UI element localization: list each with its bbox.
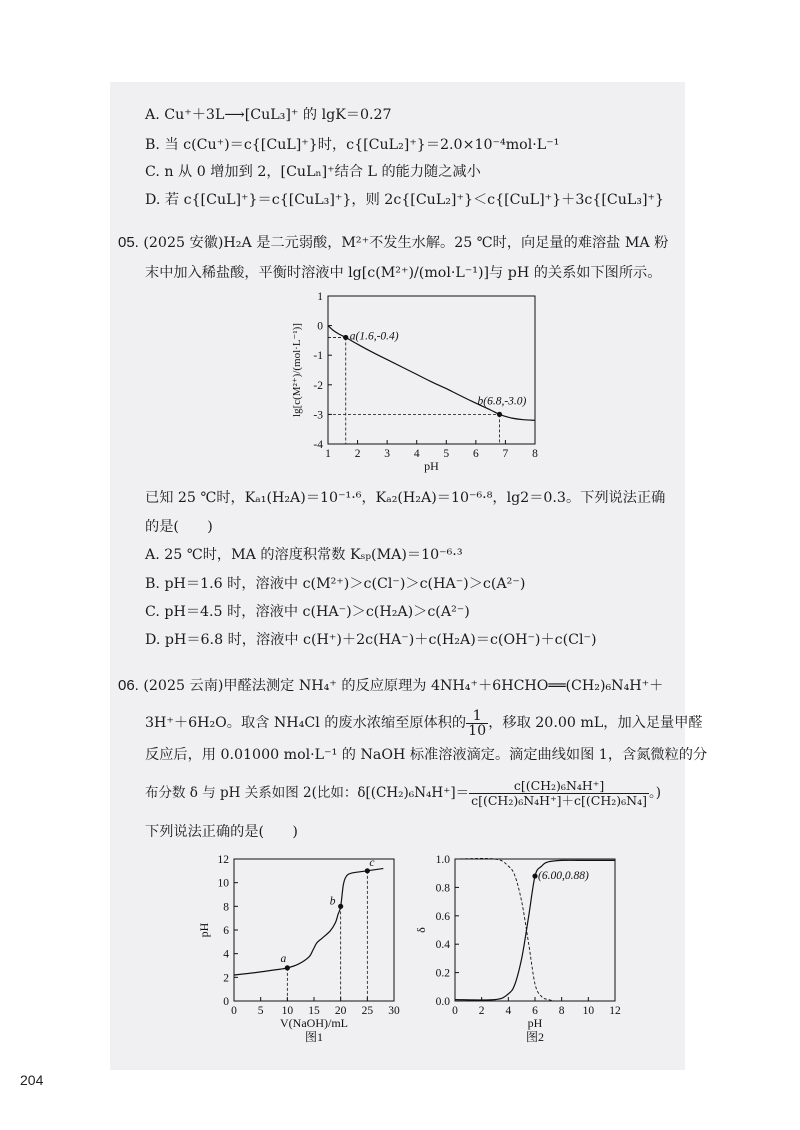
q5-chart: [280, 285, 560, 480]
x-tick-label: 0: [231, 1005, 237, 1017]
fraction-numerator: 1: [466, 709, 488, 724]
x-tick-label: 6: [472, 448, 479, 460]
y-tick-label: -2: [313, 379, 323, 392]
data-point-label: b(6.8,-3.0): [477, 395, 527, 408]
x-tick-label: 4: [413, 448, 420, 460]
data-point-label: a(1.6,-0.4): [349, 330, 399, 343]
y-tick-label: 1: [317, 291, 323, 303]
q6-stem-text4a: 布分数 δ 与 pH 关系如图 2(比如：δ[(CH₂)₆N₄H⁺]＝: [145, 785, 470, 801]
data-point: [343, 335, 348, 340]
y-tick-label: -3: [313, 409, 323, 422]
y-tick-label: 1.0: [435, 854, 450, 866]
x-tick-label: 2: [478, 1005, 485, 1017]
x-tick-label: 0: [452, 1005, 458, 1017]
x-axis-label: pH: [527, 1016, 543, 1030]
y-tick-label: 8: [223, 901, 229, 914]
delta-numerator: c[(CH₂)₆N₄H⁺]: [469, 779, 649, 794]
q6-stem-line3: 反应后，用 0.01000 mol·L⁻¹ 的 NaOH 标准溶液滴定。滴定曲线如图 1，含氮微粒的分: [145, 747, 708, 763]
q4-option-a: A. Cu⁺＋3L⟶[CuL₃]⁺ 的 lgK＝0.27: [145, 107, 392, 123]
x-tick-label: 10: [281, 1005, 294, 1017]
q6-figure1-chart: [196, 848, 411, 1058]
x-tick-label: 3: [384, 448, 391, 460]
q5-option-b: B. pH＝1.6 时，溶液中 c(M²⁺)＞c(Cl⁻)＞c(HA⁻)＞c(A²⁻): [145, 576, 526, 592]
q6-stem-line4: [145, 776, 661, 810]
q4-option-c: C. n 从 0 增加到 2，[CuLₙ]⁺结合 L 的能力随之减小: [145, 164, 481, 180]
x-tick-label: 20: [334, 1005, 347, 1017]
y-tick-label: 0.8: [435, 882, 450, 895]
q6-stem-text1: (2025 云南)甲醛法测定 NH₄⁺ 的反应原理为 4NH₄⁺＋6HCHO══(CH₂)₆N₄H⁺＋: [143, 678, 664, 694]
q5-option-c: C. pH＝4.5 时，溶液中 c(HA⁻)＞c(H₂A)＞c(A²⁻): [145, 604, 470, 620]
q6-stem-line5: 下列说法正确的是( ): [145, 824, 298, 840]
x-tick-label: 8: [558, 1005, 565, 1017]
q5-option-d: D. pH＝6.8 时，溶液中 c(H⁺)＋2c(HA⁻)＋c(H₂A)＝c(OH⁻)＋c(Cl⁻): [145, 632, 597, 648]
y-axis-label: lg[c(M²⁺)/(mol·L⁻¹)]: [291, 323, 303, 417]
delta-denominator: c[(CH₂)₆N₄H⁺]＋c[(CH₂)₆N₄]: [471, 793, 647, 808]
y-axis-label: δ: [414, 927, 428, 933]
data-point-label: c: [369, 856, 375, 869]
y-tick-label: 12: [217, 854, 229, 866]
q5-stem-line2: 末中加入稀盐酸，平衡时溶液中 lg[c(M²⁺)/(mol·L⁻¹)]与 pH 的关系如下图所示。: [145, 265, 662, 281]
y-tick-label: 0.4: [435, 939, 450, 952]
x-tick-label: 15: [308, 1005, 320, 1017]
data-point: [532, 873, 537, 878]
x-tick-label: 8: [532, 448, 538, 460]
page-number: 204: [20, 1072, 44, 1088]
q4-option-b: B. 当 c(Cu⁺)＝c{[CuL]⁺}时，c{[CuL₂]⁺}＝2.0×10⁻⁴mol·L⁻¹: [145, 137, 560, 153]
y-tick-label: 0: [223, 996, 229, 1008]
x-tick-label: 2: [354, 448, 361, 460]
data-point-label: a: [280, 952, 287, 965]
q6-number: 06.: [118, 677, 139, 694]
y-tick-label: 6: [223, 925, 229, 937]
y-tick-label: 0.2: [435, 967, 450, 980]
q5-after-line1: 已知 25 ℃时，Kₐ₁(H₂A)＝10⁻¹·⁶，Kₐ₂(H₂A)＝10⁻⁶·⁸，lg2＝0.3。下列说法正确: [145, 490, 666, 506]
q6-stem-line2: [145, 708, 703, 738]
data-point: [285, 965, 290, 970]
y-tick-label: 4: [223, 948, 229, 961]
data-point: [338, 904, 343, 909]
q6-stem-text2a: 3H⁺＋6H₂O。取含 NH₄Cl 的废水浓缩至原体积的: [145, 715, 467, 731]
q6-stem-line1: [118, 676, 663, 696]
x-tick-label: 10: [582, 1005, 595, 1017]
y-axis-label: pH: [197, 922, 211, 938]
q6-figure2-chart: [412, 848, 637, 1058]
plot-frame: [328, 296, 535, 444]
plot-frame: [234, 856, 394, 1001]
data-point-label: (6.00,0.88): [538, 870, 589, 883]
y-tick-label: 0: [317, 320, 323, 333]
y-tick-label: 10: [217, 877, 229, 890]
q5-number: 05.: [118, 234, 139, 251]
plot-frame: [455, 859, 615, 1001]
q5-stem-line1: [118, 233, 668, 253]
x-tick-label: 4: [505, 1005, 512, 1017]
x-tick-label: 5: [257, 1005, 264, 1017]
y-tick-label: 0.6: [435, 910, 450, 923]
data-point: [365, 868, 370, 873]
series-line: [455, 860, 615, 1000]
x-tick-label: 25: [361, 1005, 374, 1017]
q5-option-a: A. 25 ℃时，MA 的溶度积常数 Kₛₚ(MA)＝10⁻⁶·³: [145, 547, 463, 563]
x-axis-label: pH: [424, 459, 439, 473]
x-tick-label: 5: [443, 448, 450, 460]
series-line: [234, 869, 383, 976]
q4-option-d: D. 若 c{[CuL]⁺}＝c{[CuL₃]⁺}，则 2c{[CuL₂]⁺}＜c{[CuL]⁺}＋3c{[CuL₃]⁺}: [145, 192, 665, 208]
data-point-label: b: [329, 895, 336, 908]
y-tick-label: -4: [313, 439, 323, 451]
data-point: [497, 412, 502, 417]
q6-stem-text4b: 。): [649, 785, 662, 801]
x-tick-label: 1: [325, 448, 331, 460]
x-tick-label: 12: [609, 1005, 621, 1017]
q6-fraction: [466, 709, 488, 738]
chart-title: 图1: [304, 1030, 324, 1044]
chart-title: 图2: [525, 1030, 545, 1044]
y-tick-label: 2: [223, 972, 229, 985]
y-tick-label: -1: [313, 350, 323, 363]
q5-after-line2: 的是( ): [145, 519, 213, 535]
fraction-denominator: 10: [468, 722, 487, 739]
x-axis-label: V(NaOH)/mL: [280, 1016, 348, 1030]
x-tick-label: 7: [502, 448, 509, 460]
x-tick-label: 6: [532, 1005, 538, 1017]
y-tick-label: 0.0: [435, 996, 450, 1008]
q6-delta-fraction: [469, 779, 649, 808]
x-tick-label: 30: [388, 1005, 400, 1017]
q5-stem-text1: (2025 安徽)H₂A 是二元弱酸，M²⁺不发生水解。25 ℃时，向足量的难溶盐 MA 粉: [143, 235, 669, 251]
q6-stem-text2b: ，移取 20.00 mL，加入足量甲醛: [488, 715, 703, 731]
